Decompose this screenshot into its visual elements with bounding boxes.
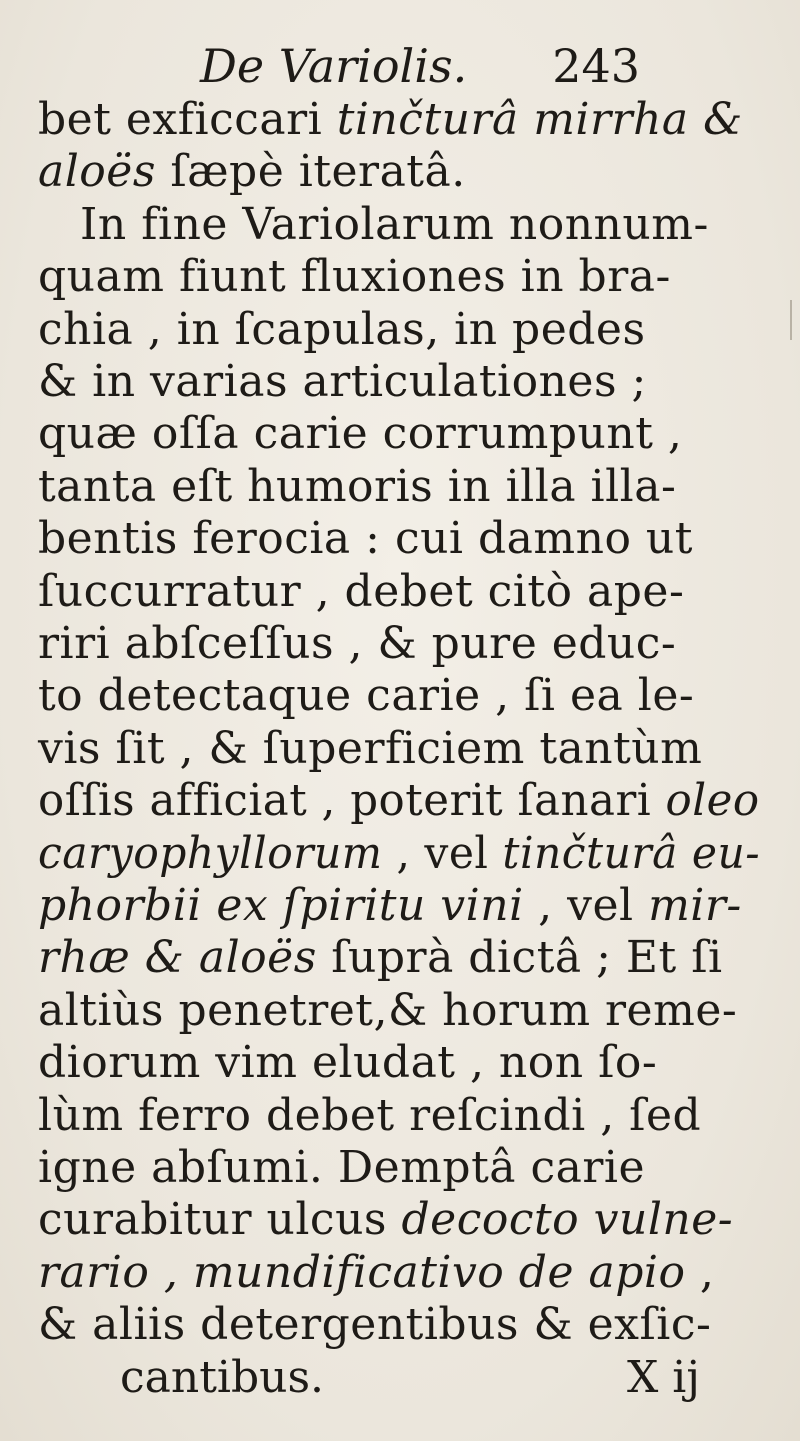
- catchword-line: [120, 1350, 700, 1406]
- catchword: cantibus.: [120, 1352, 325, 1403]
- text-line: [38, 1140, 645, 1196]
- text-line: [38, 406, 682, 462]
- roman-run: ſæpè iteratâ.: [155, 146, 466, 198]
- text-line: [38, 144, 466, 200]
- italic-run: rario , mundificativo de apio: [38, 1246, 686, 1298]
- text-line: [38, 773, 760, 829]
- text-line: [38, 354, 647, 410]
- italic-run: aloës: [38, 146, 156, 198]
- text-line: [38, 1245, 714, 1301]
- text-line: [38, 930, 723, 986]
- text-line: [38, 1297, 711, 1353]
- roman-run: ſuccurratur , debet citò ape-: [38, 565, 685, 617]
- roman-run: vis ſit , & ſuperficiem tantùm: [38, 722, 703, 774]
- page-edge-mark: [790, 300, 792, 340]
- roman-run: bentis ferocia : cui damno ut: [38, 513, 693, 565]
- roman-run: lùm ferro debet reſcindi , ſed: [38, 1089, 702, 1141]
- text-line: [38, 721, 702, 777]
- roman-run: & in varias articulationes ;: [38, 356, 647, 407]
- text-line: [38, 511, 693, 567]
- italic-run: rhæ & aloës: [38, 932, 317, 984]
- roman-run: , vel: [382, 827, 503, 879]
- text-line: [38, 983, 737, 1039]
- roman-run: altiùs penetret,& horum reme-: [38, 984, 738, 1036]
- italic-run: decocto vulne-: [401, 1194, 734, 1246]
- text-line: [38, 564, 684, 620]
- italic-run: tinčturâ eu-: [502, 827, 761, 879]
- text-line: [38, 616, 676, 672]
- text-line: [38, 826, 760, 882]
- roman-run: quæ oſſa carie corrumpunt ,: [38, 408, 683, 460]
- roman-run: to detectaque carie , ſi ea le-: [38, 670, 695, 722]
- roman-run: quam fiunt fluxiones in bra-: [38, 251, 671, 303]
- running-title: De Variolis.: [200, 39, 468, 93]
- roman-run: curabitur ulcus: [38, 1194, 402, 1246]
- roman-run: diorum vim eludat , non ſo-: [38, 1037, 658, 1089]
- roman-run: In fine Variolarum nonnum-: [80, 198, 709, 250]
- roman-run: chia , in ſcapulas, in pedes: [38, 303, 646, 355]
- roman-run: igne abſumi. Demptâ carie: [38, 1142, 646, 1193]
- text-line: [38, 878, 742, 934]
- text-line: [80, 197, 709, 253]
- italic-run: phorbii ex ſpiritu vini: [38, 880, 524, 931]
- text-line: [38, 1035, 657, 1091]
- text-line: [38, 668, 694, 724]
- text-line: [38, 302, 646, 358]
- roman-run: bet exficcari: [38, 94, 337, 145]
- page-header: [200, 38, 640, 94]
- roman-run: ſuprà dictâ ; Et ſi: [316, 932, 723, 984]
- page-number: 243: [552, 39, 640, 93]
- signature-mark: X ij: [626, 1352, 700, 1403]
- roman-run: tanta eſt humoris in illa illa-: [38, 460, 677, 512]
- italic-run: oleo: [665, 775, 760, 827]
- roman-run: , vel: [523, 880, 649, 931]
- text-line: [38, 459, 676, 515]
- italic-run: tinčturâ mirrha &: [336, 94, 743, 145]
- text-line: [38, 249, 671, 305]
- roman-run: ,: [685, 1246, 715, 1298]
- text-line: [38, 1088, 701, 1144]
- roman-run: riri abſceſſus , & pure educ-: [38, 618, 677, 669]
- roman-run: oſſis afficiat , poterit ſanari: [38, 775, 666, 827]
- italic-run: mir-: [648, 880, 742, 931]
- text-line: [38, 1192, 733, 1248]
- roman-run: & aliis detergentibus & exſic-: [38, 1299, 712, 1351]
- italic-run: caryophyllorum: [38, 827, 383, 879]
- text-line: [38, 92, 743, 148]
